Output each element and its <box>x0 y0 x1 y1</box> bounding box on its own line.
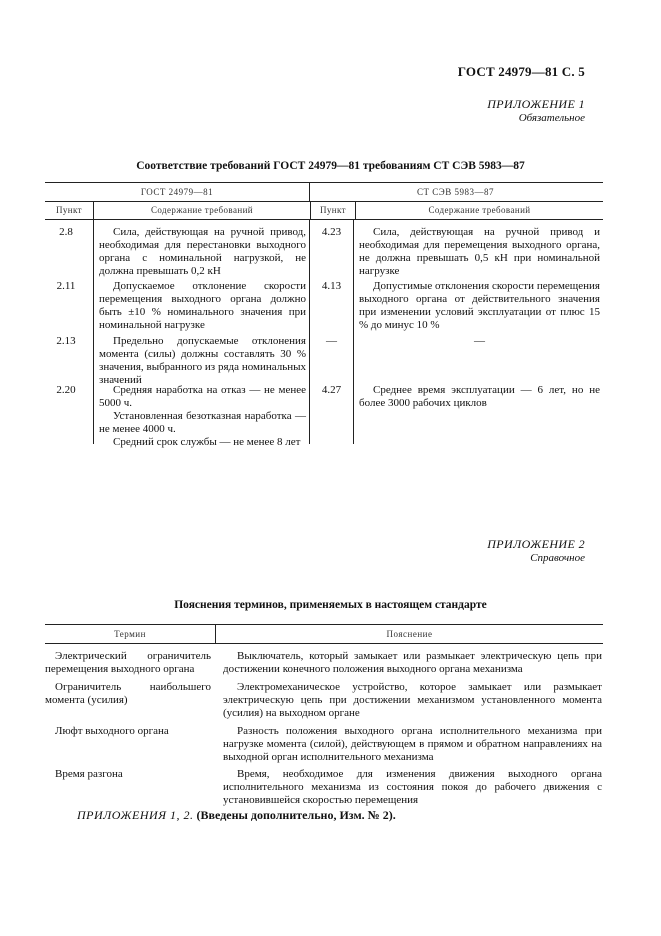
table1-group-header <box>45 182 603 202</box>
table-row <box>45 329 603 386</box>
text-b: Допустимые отклонения скорости перемещения выходного органа от действительного значения при изменении условий эксплуатации от плюс 15 % до минус 10 % <box>353 274 600 329</box>
table-row <box>45 274 603 329</box>
col-content-b: Содержание требований <box>355 202 603 219</box>
appendix1-title: ПРИЛОЖЕНИЕ 1 <box>487 97 585 111</box>
explanation: Разность положения выходного органа исполнительного механизма при нагрузке момента (силой), действующем в прямом и обратном направлениях на выходной орган исполнительного механизма <box>223 725 602 763</box>
group-right-label: СТ СЭВ 5983—87 <box>309 183 601 201</box>
table-row <box>45 675 603 719</box>
col-explanation: Пояснение <box>215 625 603 643</box>
term: Люфт выходного органа <box>55 725 169 737</box>
appendix1-heading <box>487 97 585 124</box>
item-b: 4.13 <box>309 274 353 329</box>
table1-title: Соответствие требований ГОСТ 24979—81 требованиям СТ СЭВ 5983—87 <box>136 160 525 172</box>
table2-title: Пояснения терминов, применяемых в настоящем стандарте <box>174 599 487 611</box>
text-b: Сила, действующая на ручной привод и необходимая для перемещения выходного органа, не должна превышать 0,5 кН при номинальной нагрузке <box>353 220 600 274</box>
col-item-a: Пункт <box>55 205 82 215</box>
table-row <box>45 762 603 806</box>
item-a: 2.13 <box>56 335 76 347</box>
term: Время разгона <box>55 768 123 780</box>
table2-column-header <box>45 624 603 644</box>
text-a: Средняя наработка на отказ — не менее 5000 ч. Установленная безотказная наработка — не менее 4000 ч. Средний срок службы — не менее 8 лет <box>93 378 309 444</box>
item-a: 2.11 <box>56 280 76 292</box>
explanation: Электромеханическое устройство, которое замыкает или размыкает электрическую цепь при достижении механизмом установленного момента (усилия) на выходном органе <box>223 681 602 719</box>
item-b: — <box>309 329 353 378</box>
amendment-note <box>77 808 396 823</box>
text-b: Среднее время эксплуатации — 6 лет, но не более 3000 рабочих циклов <box>353 378 600 444</box>
appendix1-subtitle: Обязательное <box>518 112 585 124</box>
appendix2-heading <box>487 537 585 564</box>
amendment-note-bold: (Введены дополнительно, Изм. № 2). <box>193 808 396 822</box>
explanation: Время, необходимое для изменения движения выходного органа исполнительного механизма из состояния покоя до рабочего движения с установившейся скоростью перемещения <box>223 768 602 806</box>
explanation: Выключатель, который замыкает или размыкает электрическую цепь при достижении конечного положения выходного органа механизма <box>223 650 602 675</box>
item-a: 2.8 <box>59 226 73 238</box>
text-a: Допускаемое отклонение скорости перемещения выходного органа должно быть ±10 % номинального значения при номинальной нагрузке <box>93 274 309 329</box>
term: Электрический ограничитель перемещения выходного органа <box>45 650 211 675</box>
amendment-note-italic: ПРИЛОЖЕНИЯ 1, 2. <box>77 808 194 822</box>
text-b: — <box>353 329 600 378</box>
compliance-table <box>45 182 603 448</box>
terms-table <box>45 624 603 806</box>
col-item-b: Пункт <box>310 202 355 219</box>
table-row <box>45 378 603 448</box>
col-term: Термин <box>114 628 146 639</box>
appendix2-subtitle: Справочное <box>530 552 585 564</box>
table1-column-header <box>45 202 603 220</box>
text-a: Предельно допускаемые отклонения момента (силы) должны составлять 30 % значения, выбранного из ряда номинальных значений <box>93 329 309 378</box>
item-b: 4.27 <box>309 378 353 444</box>
group-left-label: ГОСТ 24979—81 <box>140 186 214 197</box>
item-b: 4.23 <box>309 220 353 274</box>
table-row <box>45 220 603 277</box>
table-row <box>45 719 603 762</box>
text-a: Сила, действующая на ручной привод, необходимая для перестановки выходного органа с номинальной нагрузкой, не должна превышать 0,2 кН <box>93 220 309 274</box>
appendix2-title: ПРИЛОЖЕНИЕ 2 <box>487 537 585 551</box>
page-header: ГОСТ 24979—81 С. 5 <box>457 64 585 79</box>
item-a: 2.20 <box>56 384 76 396</box>
table-row <box>45 644 603 675</box>
term: Ограничитель наибольшего момента (усилия) <box>45 681 211 706</box>
col-content-a: Содержание требований <box>93 202 310 219</box>
